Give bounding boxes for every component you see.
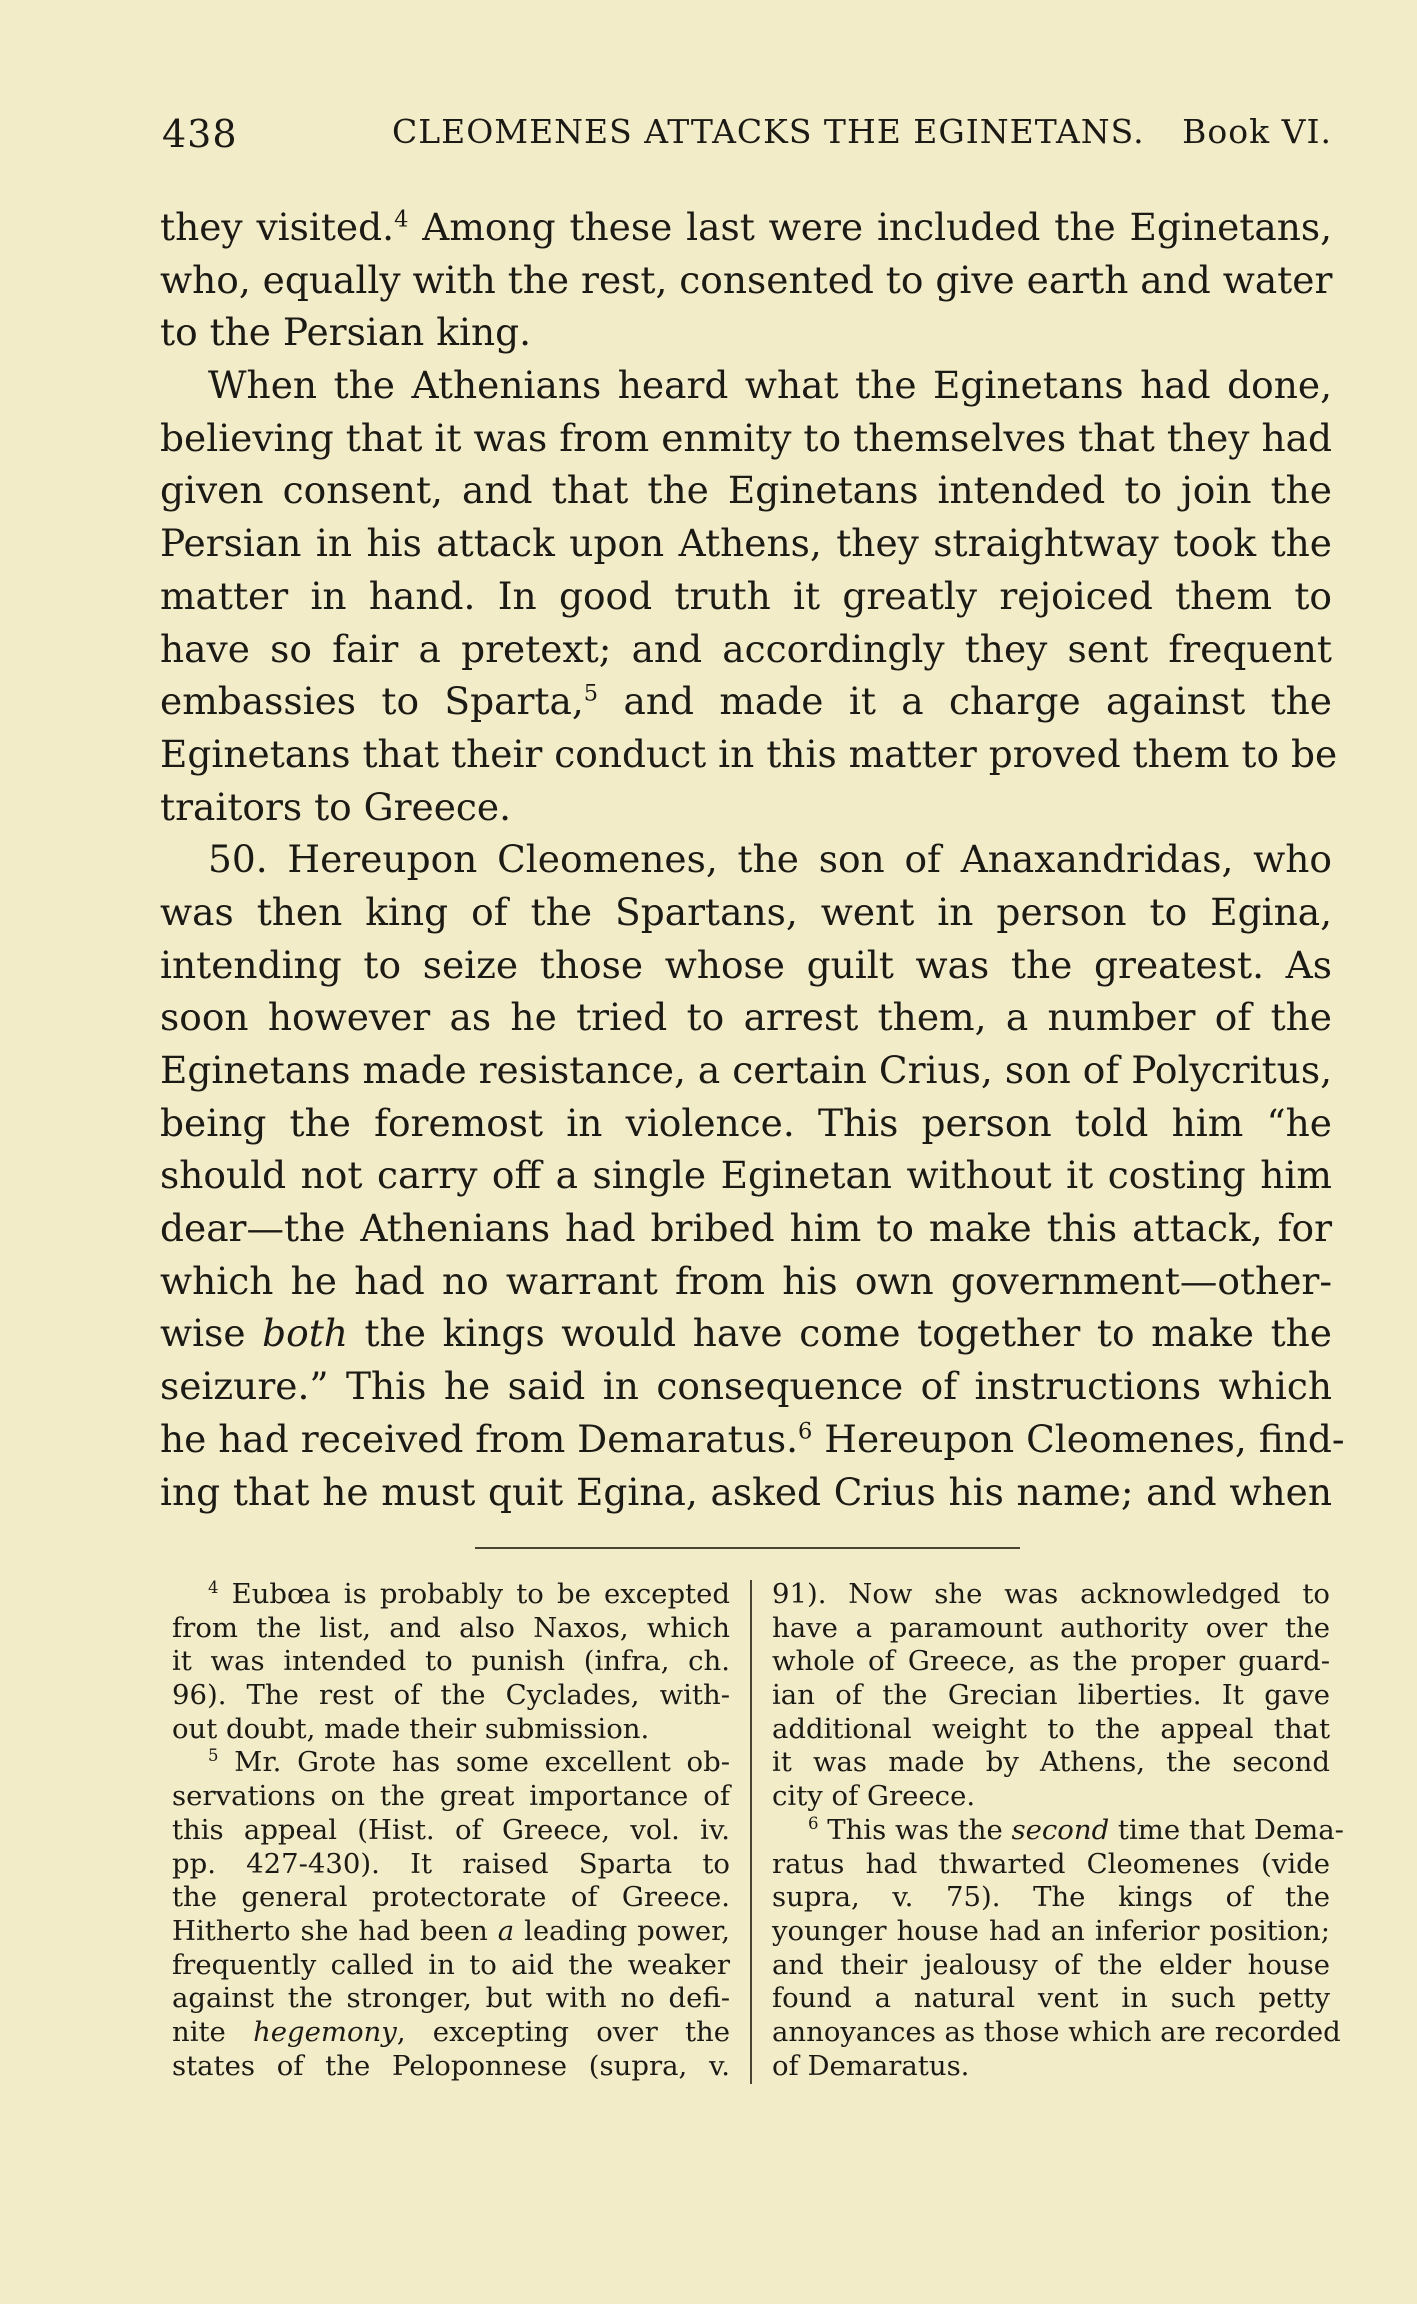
body-text [160, 201, 1345, 1518]
footnote-line: it was intended to punish (infra, ch. [172, 1645, 730, 1678]
footnote-6 [772, 1813, 1344, 2084]
footnote-5 [172, 1746, 730, 2083]
text-line: should not carry off a single Eginetan without it costing him [160, 1153, 1332, 1198]
footnote-line: have a paramount authority over the [772, 1611, 1330, 1644]
footnote-4 [172, 1578, 730, 1746]
footnote-line: nite hegemony, excepting over the [172, 2015, 730, 2048]
footnote-line: found a natural vent in such petty [772, 1982, 1330, 2015]
footnote-line: additional weight to the appeal that [772, 1712, 1330, 1745]
footnote-separator [475, 1547, 1020, 1549]
running-title: CLEOMENES ATTACKS THE EGINETANS. [392, 112, 1145, 151]
text-line: embassies to Sparta,$^5$ and made it a charge against the [160, 679, 1332, 724]
footnote-5-continued [772, 1578, 1330, 1814]
text-line: was then king of the Spartans, went in person to Egina, [160, 889, 1332, 934]
text-line: Eginetans that their conduct in this matter proved them to be [160, 731, 1338, 776]
text-line: seizure.” This he said in consequence of instructions which [160, 1364, 1332, 1409]
footnote-line: of Demaratus. [772, 2049, 970, 2082]
footnote-line: against the stronger, but with no defi- [172, 1982, 730, 2015]
page-number: 438 [162, 112, 238, 156]
text-line: soon however as he tried to arrest them, a number of the [160, 995, 1332, 1040]
text-line: he had received from Demaratus.$^6$ Hereupon Cleomenes, find- [160, 1416, 1345, 1461]
text-line: When the Athenians heard what the Eginetans had done, [208, 363, 1332, 408]
text-line: Eginetans made resistance, a certain Crius, son of Polycritus, [160, 1048, 1332, 1092]
text-line: intending to seize those whose guilt was the greatest. As [160, 942, 1332, 987]
footnote-line: ian of the Grecian liberties. It gave [772, 1679, 1330, 1712]
footnote-line: and their jealousy of the elder house [772, 1948, 1330, 1981]
footnote-ref-4[interactable]: 4 [394, 206, 409, 233]
footnote-line: $^5$ Mr. Grote has some excellent ob- [208, 1746, 730, 1779]
text-line: 50. Hereupon Cleomenes, the son of Anaxandridas, who [208, 837, 1332, 882]
footnote-ref-6[interactable]: 6 [798, 1418, 813, 1445]
footnote-line: city of Greece. [772, 1780, 976, 1813]
footnote-line: servations on the great importance of [172, 1780, 730, 1813]
paragraph-2 [160, 359, 1338, 833]
text-line: who, equally with the rest, consented to give earth and water [160, 257, 1333, 302]
text-line: ing that he must quit Egina, asked Crius his name; and when [160, 1469, 1332, 1514]
text-line: traitors to Greece. [160, 784, 512, 829]
footnote-line: annoyances as those which are recorded [772, 2015, 1341, 2048]
footnote-line: the general protectorate of Greece. [172, 1881, 730, 1914]
emphasis: both [262, 1311, 348, 1356]
footnote-column-right [772, 1578, 1344, 2083]
footnote-line: whole of Greece, as the proper guard- [772, 1645, 1330, 1678]
text-line: wise both the kings would have come together to make the [160, 1311, 1333, 1356]
book-label: Book VI. [1182, 112, 1332, 151]
text-line: to the Persian king. [160, 310, 532, 355]
column-divider [750, 1580, 752, 2084]
footnote-line: frequently called in to aid the weaker [172, 1948, 730, 1981]
text-line: matter in hand. In good truth it greatly rejoiced them to [160, 573, 1332, 618]
text-line: given consent, and that the Eginetans intended to join the [160, 468, 1332, 513]
footnote-line: Hitherto she had been a leading power, [172, 1914, 730, 1947]
footnote-line: out doubt, made their submission. [172, 1712, 650, 1745]
paragraph-3 [160, 833, 1345, 1518]
footnote-column-left [172, 1578, 730, 2083]
text-line: which he had no warrant from his own government—other- [160, 1258, 1332, 1303]
footnote-line: 96). The rest of the Cyclades, with- [172, 1679, 730, 1712]
footnote-line: 91). Now she was acknowledged to [772, 1578, 1330, 1610]
text-line: they visited.$^4$ Among these last were included the Eginetans, [160, 205, 1333, 249]
text-line: dear—the Athenians had bribed him to make this attack, for [160, 1206, 1332, 1251]
footnote-line: $^6$ This was the second time that Dema- [808, 1813, 1344, 1846]
text-line: Persian in his attack upon Athens, they straightway took the [160, 521, 1332, 566]
footnote-line: ratus had thwarted Cleomenes (vide [772, 1847, 1330, 1880]
footnote-line: $^4$ Eubœa is probably to be excepted [208, 1577, 730, 1610]
text-line: being the foremost in violence. This person told him “he [160, 1100, 1332, 1145]
footnote-line: it was made by Athens, the second [772, 1746, 1330, 1779]
footnote-line: states of the Peloponnese (supra, v. [172, 2049, 730, 2082]
footnote-ref-5[interactable]: 5 [583, 680, 599, 707]
text-line: have so fair a pretext; and accordingly they sent frequent [160, 626, 1332, 671]
footnote-line: this appeal (Hist. of Greece, vol. iv. [172, 1813, 730, 1846]
footnote-line: younger house had an inferior position; [772, 1914, 1330, 1947]
running-header [162, 112, 1332, 162]
footnote-line: supra, v. 75). The kings of the [772, 1881, 1330, 1914]
footnote-line: from the list, and also Naxos, which [172, 1611, 730, 1644]
footnote-line: pp. 427-430). It raised Sparta to [172, 1847, 730, 1880]
text-line: believing that it was from enmity to themselves that they had [160, 415, 1332, 460]
paragraph-1 [160, 201, 1332, 359]
